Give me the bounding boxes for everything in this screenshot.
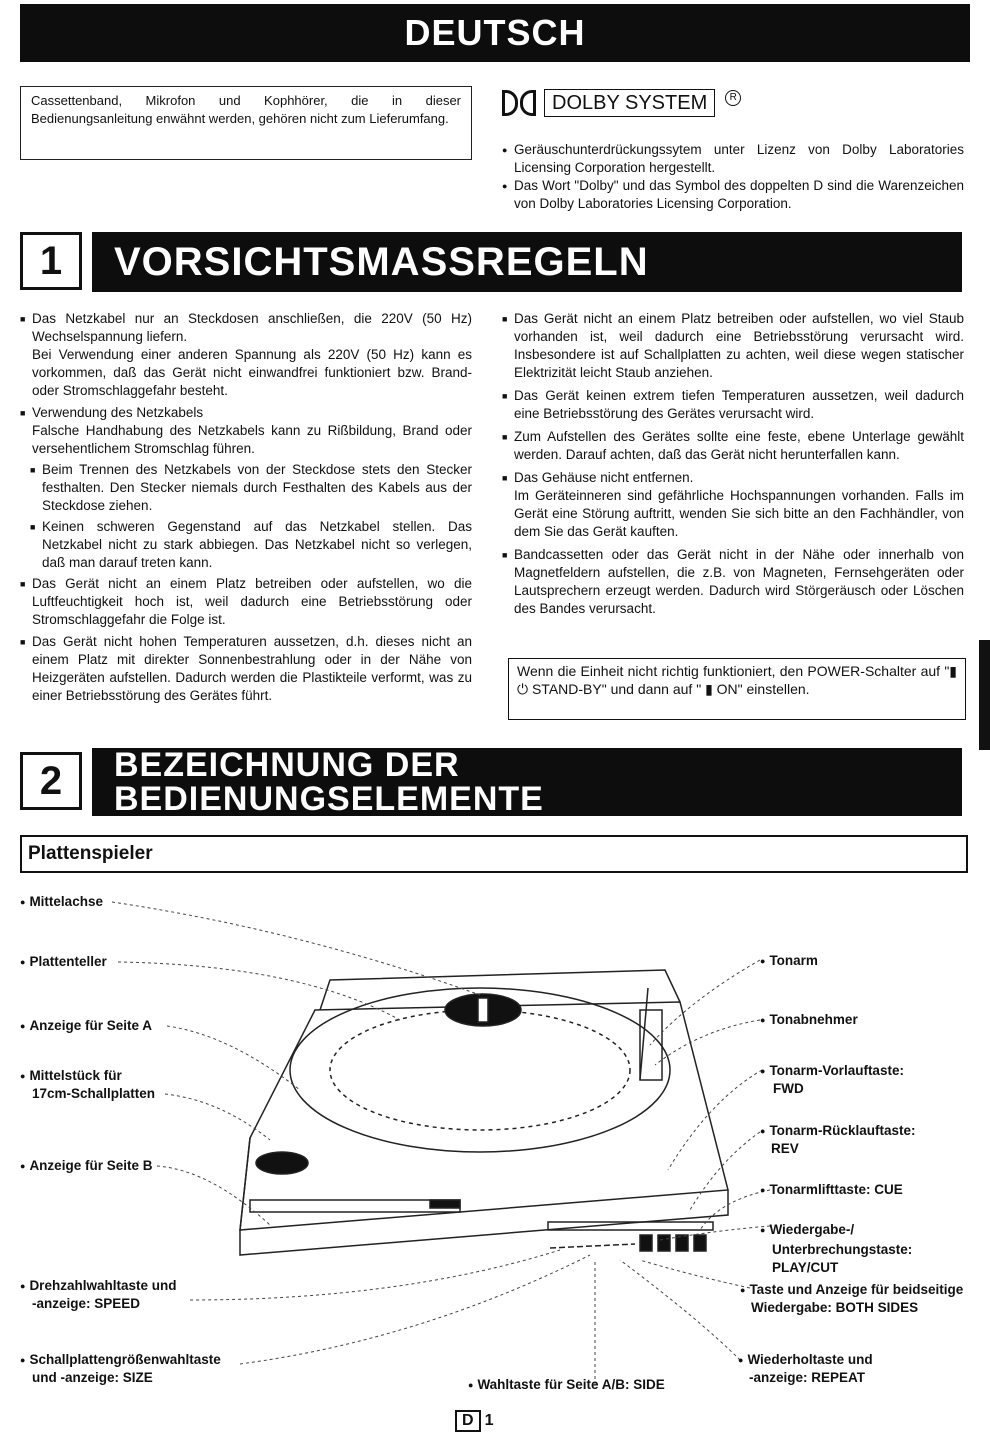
section-title [92,748,962,816]
dolby-logo [502,88,741,118]
front-display-segment [430,1200,460,1208]
label-speed: ● Drehzahlwahltaste und -anzeige: SPEED [20,1278,177,1311]
section-title: VORSICHTSMASSREGELN [92,232,962,292]
page-digit: 1 [484,1412,494,1429]
double-d-icon [520,90,536,116]
front-display [250,1200,460,1212]
list-item: ■ Das Gerät keinen extrem tiefen Temperaturen aussetzen, weil dadurch eine Betriebsstörung des Gerätes verursacht wird. [502,387,964,423]
list-item: ■ Verwendung des Netzkabels [20,404,472,422]
list-item: ■ Das Gerät nicht an einem Platz betreiben oder aufstellen, wo viel Staub vorhanden ist, weil dadurch eine Betriebsstörung verursacht wird. Insbesondere ist auf Schallplatten zu achten, weil diese wegen statischer Elektrizität leicht Staub anziehen. [502,310,964,382]
label-side: ● Wahltaste für Seite A/B: SIDE [468,1377,665,1392]
button-row [550,1244,635,1248]
section-number: 1 [20,232,82,290]
list-item: ● Das Wort "Dolby" und das Symbol des doppelten D sind die Warenzeichen von Dolby Laboratories Licensing Corporation. [502,177,964,213]
label-tonabnehmer: ● Tonabnehmer [760,1012,858,1027]
cue-button [658,1235,670,1251]
label-tonarm: ● Tonarm [760,953,818,968]
section-title-line: BEZEICHNUNG DER [114,746,460,784]
list-item: ■ Das Netzkabel nur an Steckdosen anschließen, die 220V (50 Hz) Wechselspannung liefern. [20,310,472,346]
dust-cover-outline [240,1002,728,1230]
double-d-icon [502,90,518,116]
label-mittelstueck: ● Mittelstück für 17cm-Schallplatten [20,1068,156,1101]
center-spindle [478,998,488,1022]
label-cue: ● Tonarmlifttaste: CUE [760,1182,903,1197]
label-both-sides: ● Taste und Anzeige für beidseitige Wiedergabe: BOTH SIDES [740,1282,964,1315]
label-fwd: ● Tonarm-Vorlauftaste: FWD [760,1063,904,1096]
section-title-line: BEDIENUNGSELEMENTE [114,780,544,818]
thumb-tab [979,640,990,750]
label-repeat: ● Wiederholtaste und -anzeige: REPEAT [738,1352,873,1385]
label-anzeige-seite-a: ● Anzeige für Seite A [20,1018,152,1033]
page-number [455,1410,493,1432]
list-item: ■ Zum Aufstellen des Gerätes sollte eine feste, ebene Unterlage gewählt werden. Darauf achten, daß das Gerät nicht herunterfallen kann. [502,428,964,464]
leader-lines [112,902,770,1385]
list-subitem: ■ Keinen schweren Gegenstand auf das Netzkabel stellen. Das Netzkabel nicht zu stark abbiegen. Das Netzkabel nicht so verlegen, daß man darauf treten kann. [20,518,472,572]
list-item: ■ Das Gehäuse nicht entfernen. [502,469,964,487]
list-item-continuation: Bei Verwendung einer anderen Spannung als 220V (50 Hz) kann es vorkommen, daß das Gerät nicht einwandfrei funktioniert bzw. Brand- oder Stromschlaggefahr besteht. [32,347,472,398]
label-anzeige-seite-b: ● Anzeige für Seite B [20,1158,153,1173]
list-item-continuation: Falsche Handhabung des Netzkabels kann zu Rißbildung, Brand oder versehentlichem Stromschlag führen. [32,423,472,456]
label-mittelachse: ● Mittelachse [20,894,103,909]
list-item: ● Geräuschunterdrückungssytem unter Lizenz von Dolby Laboratories Licensing Corporation hergestellt. [502,141,964,177]
label-plattenteller: ● Plattenteller [20,954,107,969]
subsection-title: Plattenspieler [20,835,968,873]
tonearm [640,988,648,1080]
section-number: 2 [20,752,82,810]
precautions-right [502,310,964,618]
fwd-button [694,1235,706,1251]
label-size: ● Schallplattengrößenwahltaste und -anzeige: SIZE [20,1352,221,1385]
registered-mark: R [725,90,741,106]
power-notice: Wenn die Einheit nicht richtig funktioniert, den POWER-Schalter auf "▮ ⏻ STAND-BY" und dann auf " ▮ ON" einstellen. [508,658,966,720]
side-b-indicator [256,1152,308,1174]
page-header: DEUTSCH [20,4,970,62]
record-grooves [330,1010,630,1130]
label-play-cut: ● Wiedergabe-/ Unterbrechungstaste: PLAY/CUT [760,1222,913,1275]
list-item: ■ Bandcassetten oder das Gerät nicht in der Nähe oder innerhalb von Magnetfeldern aufstellen, die z.B. von Magneten, Fernsehgeräten oder Lautsprechern erzeugt werden. Dadurch wird Störgeräusch oder Löschen des Bandes verursacht. [502,546,964,618]
list-subitem: ■ Beim Trennen des Netzkabels von der Steckdose stets den Stecker festhalten. Den Stecker niemals durch Festhalten des Kabels aus der Steckdose ziehen. [20,461,472,515]
play-cut-button [640,1235,652,1251]
list-item: ■ Das Gerät nicht an einem Platz betreiben oder aufstellen, wo die Luftfeuchtigkeit hoch ist, weil dadurch eine Betriebsstörung oder Stromschlaggefahr die Folge ist. [20,575,472,629]
dolby-bullets [502,141,964,213]
label-rev: ● Tonarm-Rücklauftaste: REV [760,1123,916,1156]
list-item: ■ Das Gerät nicht hohen Temperaturen aussetzen, d.h. dieses nicht an einem Platz mit direkter Sonnenbestrahlung oder in der Nähe von Heizgeräten aufstellen. Dadurch werden die Plastikteile verformt, was zu einer Betriebsstörung des Gerätes führt. [20,633,472,705]
rev-button [676,1235,688,1251]
dolby-system-label: DOLBY SYSTEM [544,89,715,117]
page-letter: D [455,1410,481,1432]
precautions-left [20,310,472,705]
list-item-continuation: Im Geräteinneren sind gefährliche Hochspannungen vorhanden. Falls im Gerät eine Störung auftritt, wenden Sie sich bitte an den Fachhändler, von dem Sie das Gerät kauften. [514,488,964,539]
supplied-items-note: Cassettenband, Mikrofon und Kophhörer, die in dieser Bedienungsanleitung enwähnt werden, gehören nicht zum Lieferumfang. [20,86,472,160]
